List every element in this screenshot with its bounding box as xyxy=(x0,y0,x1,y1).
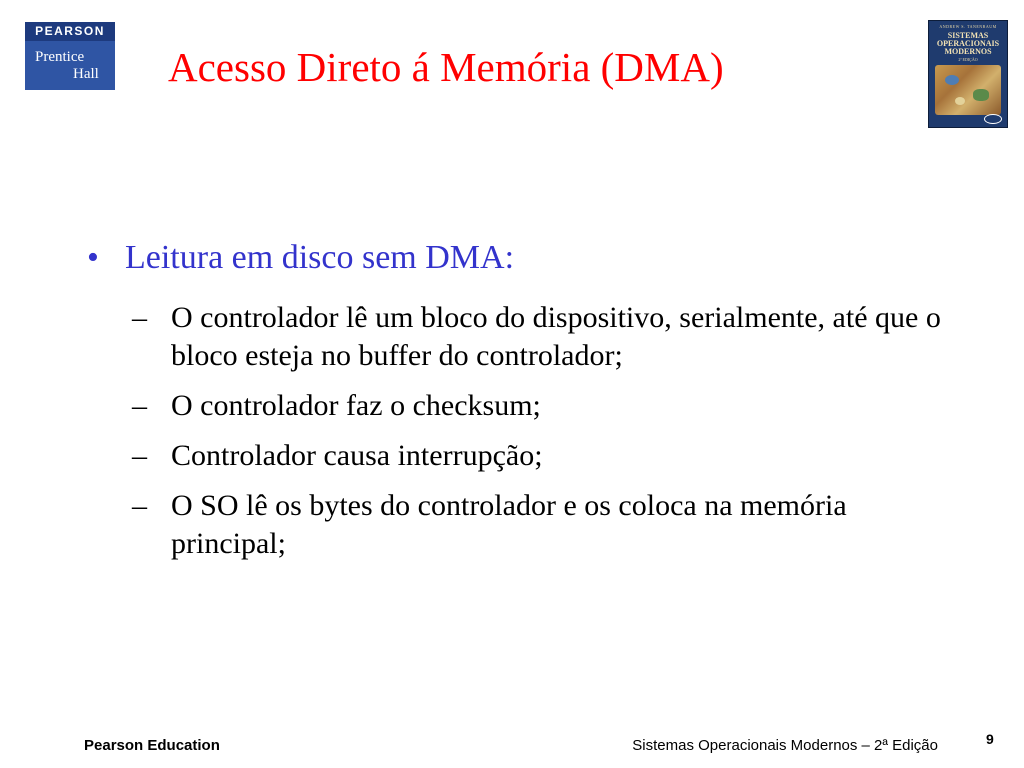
footer-publisher: Pearson Education xyxy=(84,737,220,754)
sub-bullet-list xyxy=(132,299,952,575)
dash-marker: – xyxy=(132,489,147,522)
logo-prentice-word: Prentice xyxy=(35,49,85,65)
dash-marker: – xyxy=(132,439,147,472)
book-cover-title: SISTEMAS OPERACIONAIS MODERNOS xyxy=(936,31,1000,56)
logo-pearson-word: PEARSON xyxy=(25,22,115,41)
slide-title: Acesso Direto á Memória (DMA) xyxy=(168,44,724,90)
pearson-prentice-hall-logo xyxy=(25,22,115,90)
book-art-shape xyxy=(955,97,965,105)
book-cover-image xyxy=(928,20,1008,128)
main-bullet-text: Leitura em disco sem DMA: xyxy=(125,239,515,276)
sub-bullet-item xyxy=(132,487,952,563)
book-art-shape xyxy=(945,75,959,85)
sub-bullet-text: O controlador lê um bloco do dispositivo, serialmente, até que o bloco esteja no buffer do controlador; xyxy=(171,301,941,372)
book-publisher-logo xyxy=(984,114,1002,124)
logo-hall-word: Hall xyxy=(73,66,99,82)
bullet-marker: • xyxy=(87,239,99,276)
sub-bullet-text: O controlador faz o checksum; xyxy=(171,389,541,422)
dash-marker: – xyxy=(132,389,147,422)
book-cover-edition: 2ª EDIÇÃO xyxy=(958,57,978,62)
book-cover-author: ANDREW S. TANENBAUM xyxy=(939,24,997,29)
book-cover-artwork xyxy=(935,65,1001,115)
main-bullet xyxy=(87,236,514,280)
dash-marker: – xyxy=(132,301,147,334)
sub-bullet-text: Controlador causa interrupção; xyxy=(171,439,543,472)
sub-bullet-item xyxy=(132,299,952,375)
sub-bullet-item xyxy=(132,437,952,475)
sub-bullet-text: O SO lê os bytes do controlador e os coloca na memória principal; xyxy=(171,489,847,560)
sub-bullet-item xyxy=(132,387,952,425)
page-number: 9 xyxy=(986,731,994,747)
footer-book-title: Sistemas Operacionais Modernos – 2ª Edição xyxy=(632,737,938,754)
book-art-shape xyxy=(973,89,989,101)
